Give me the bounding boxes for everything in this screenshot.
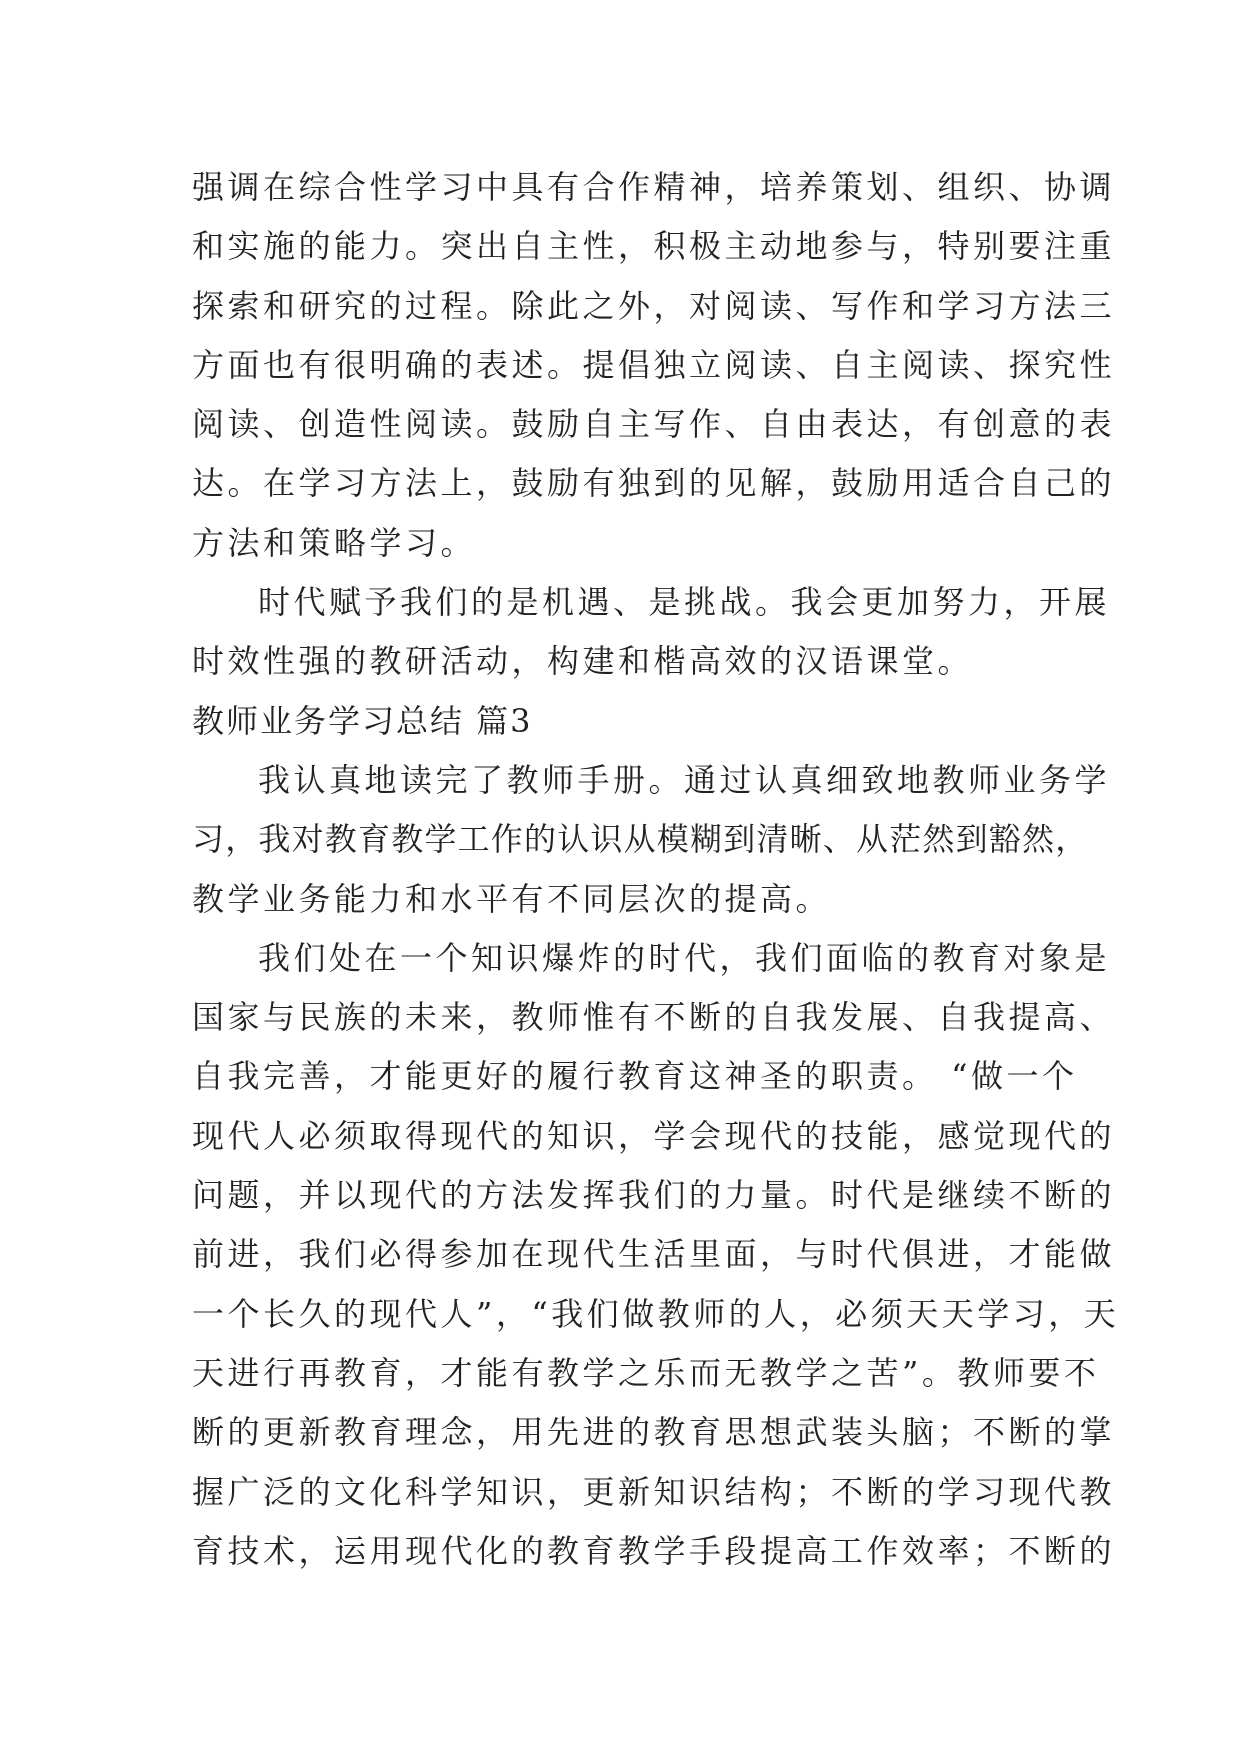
section-heading: 教师业务学习总结 篇3 [192, 701, 533, 740]
text-line: 方法和策略学习。 [192, 523, 477, 562]
text-line: 时效性强的教研活动，构建和楷高效的汉语课堂。 [192, 642, 974, 681]
text-line: 习，我对教育教学工作的认识从模糊到清晰、从茫然到豁然， [192, 820, 1089, 859]
text-line: 断的更新教育理念，用先进的教育思想武装头脑；不断的掌 [192, 1413, 1116, 1452]
text-line: 教学业务能力和水平有不同层次的提高。 [192, 879, 832, 918]
paragraph-first-line: 我认真地读完了教师手册。通过认真细致地教师业务学 [258, 760, 1111, 799]
text-line: 达。在学习方法上，鼓励有独到的见解，鼓励用适合自己的 [192, 464, 1116, 503]
text-line: 阅读、创造性阅读。鼓励自主写作、自由表达，有创意的表 [192, 405, 1116, 444]
paragraph-first-line: 时代赋予我们的是机遇、是挑战。我会更加努力，开展 [258, 583, 1111, 622]
text-line: 育技术，运用现代化的教育教学手段提高工作效率；不断的 [192, 1531, 1116, 1570]
text-line: 自我完善，才能更好的履行教育这神圣的职责。 “做一个 [192, 1057, 1078, 1096]
text-line: 探索和研究的过程。除此之外，对阅读、写作和学习方法三 [192, 286, 1116, 325]
paragraph-first-line: 我们处在一个知识爆炸的时代，我们面临的教育对象是 [258, 938, 1111, 977]
text-line: 强调在综合性学习中具有合作精神，培养策划、组织、协调 [192, 168, 1116, 206]
text-line: 现代人必须取得现代的知识，学会现代的技能，感觉现代的 [192, 1116, 1116, 1155]
text-line: 前进，我们必得参加在现代生活里面，与时代俱进，才能做 [192, 1235, 1116, 1274]
text-line: 和实施的能力。突出自主性，积极主动地参与，特别要注重 [192, 227, 1116, 266]
text-line: 握广泛的文化科学知识，更新知识结构；不断的学习现代教 [192, 1472, 1116, 1511]
text-line: 天进行再教育，才能有教学之乐而无教学之苦”。教师要不 [192, 1353, 1100, 1392]
text-line: 国家与民族的未来，教师惟有不断的自我发展、自我提高、 [192, 998, 1116, 1037]
text-line: 方面也有很明确的表述。提倡独立阅读、自主阅读、探究性 [192, 345, 1116, 384]
document-body [192, 158, 1120, 1581]
text-line: 一个长久的现代人”，“我们做教师的人，必须天天学习，天 [192, 1294, 1120, 1333]
text-line: 问题，并以现代的方法发挥我们的力量。时代是继续不断的 [192, 1176, 1116, 1215]
